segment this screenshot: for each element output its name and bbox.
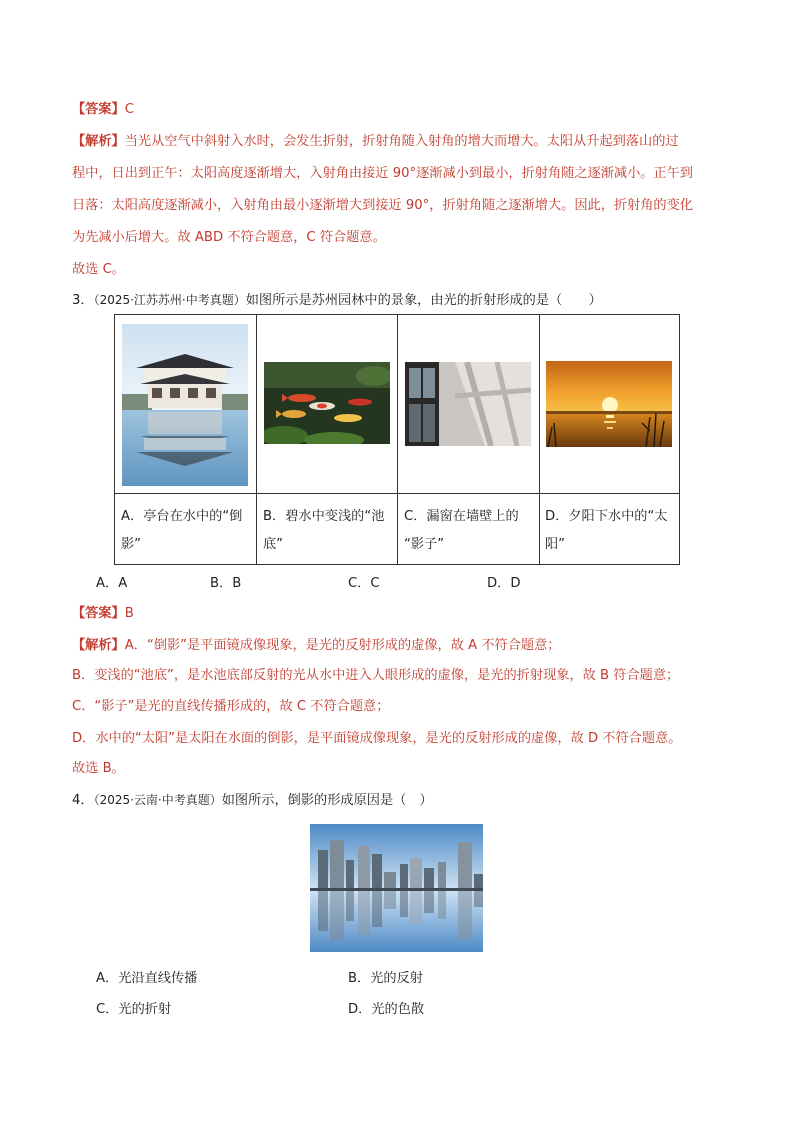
q2-analysis-line-3: 日落：太阳高度逐渐减小，入射角由最小逐渐增大到接近 90°，折射角随之逐渐增大。因此，折射角的变化: [72, 198, 693, 213]
caption-c: [404, 503, 532, 559]
koi-pond-image: [264, 362, 390, 444]
q4-option-d[interactable]: D．光的色散: [348, 1002, 425, 1017]
q3-answer-line: [72, 604, 134, 624]
window-shadow-image: [405, 362, 531, 446]
q3-stem: [72, 290, 602, 311]
answer-tag: 【答案】: [72, 102, 125, 117]
caption-a-line2: 影”: [121, 537, 142, 552]
analysis-tag: 【解析】: [72, 638, 125, 653]
q2-analysis-line-4: 为先减小后增大。故 ABD 不符合题意，C 符合题意。: [72, 230, 386, 245]
q3-stem-text: 如图所示是苏州园林中的景象，由光的折射形成的是（ ）: [245, 293, 602, 308]
q3-number: 3．: [72, 293, 94, 308]
q3-option-c[interactable]: C．C: [348, 576, 380, 591]
caption-b: [263, 503, 391, 559]
q3-answer: B: [124, 606, 134, 621]
caption-a: [121, 503, 249, 559]
city-reflection-image: [310, 824, 483, 952]
answer-tag: 【答案】: [72, 606, 125, 621]
q3-conclusion: 故选 B。: [72, 761, 125, 776]
q3-analysis-text: A．“倒影”是平面镜成像现象，是光的反射形成的虚像，故 A 不符合题意；: [124, 638, 561, 653]
caption-d-line1: D．夕阳下水中的“太: [545, 509, 668, 524]
q3-source: （2025·江苏苏州·中考真题）: [93, 293, 246, 307]
q4-option-b[interactable]: B．光的反射: [348, 971, 423, 986]
q3-option-d[interactable]: D．D: [487, 576, 521, 591]
q2-answer: C: [124, 102, 134, 117]
caption-b-line2: 底”: [263, 537, 284, 552]
q4-stem: [72, 790, 433, 811]
caption-c-line2: “影子”: [404, 537, 445, 552]
q4-option-c[interactable]: C．光的折射: [96, 1002, 172, 1017]
q3-analysis-line-1: [72, 636, 560, 656]
caption-a-line1: A．亭台在水中的“倒: [121, 509, 243, 524]
caption-c-line1: C．漏窗在墙壁上的: [404, 509, 519, 524]
q2-analysis-text: 当光从空气中斜射入水时，会发生折射，折射角随入射角的增大而增大。太阳从升起到落山的过: [124, 134, 679, 149]
q3-analysis-line-3: C．“影子”是光的直线传播形成的，故 C 不符合题意；: [72, 699, 390, 714]
q3-analysis-line-4: D．水中的“太阳”是太阳在水面的倒影，是平面镜成像现象，是光的反射形成的虚像，故 D 不符合题意。: [72, 731, 682, 746]
q3-analysis-line-2: B．变浅的“池底”，是水池底部反射的光从水中进入人眼形成的虚像，是光的折射现象，故 B 符合题意；: [72, 668, 680, 683]
q2-analysis-line-1: [72, 132, 679, 152]
caption-d: [545, 503, 673, 559]
q3-option-table: [114, 314, 680, 565]
q2-answer-line: [72, 100, 134, 120]
caption-b-line1: B．碧水中变浅的“池: [263, 509, 385, 524]
analysis-tag: 【解析】: [72, 134, 125, 149]
sunset-reflection-image: [546, 361, 672, 447]
q4-source: （2025·云南·中考真题）: [93, 793, 222, 807]
pavilion-reflection-image: [122, 324, 248, 486]
caption-d-line2: 阳”: [545, 537, 566, 552]
q3-option-b[interactable]: B．B: [210, 576, 242, 591]
q3-option-a[interactable]: A．A: [96, 576, 128, 591]
q4-option-a[interactable]: A．光沿直线传播: [96, 971, 198, 986]
q2-conclusion: 故选 C。: [72, 262, 125, 277]
q2-analysis-line-2: 程中，日出到正午：太阳高度逐渐增大，入射角由接近 90°逐渐减小到最小，折射角随之逐渐减小。正午到: [72, 166, 693, 181]
q4-stem-text: 如图所示，倒影的形成原因是（ ）: [221, 793, 433, 808]
q4-number: 4．: [72, 793, 94, 808]
